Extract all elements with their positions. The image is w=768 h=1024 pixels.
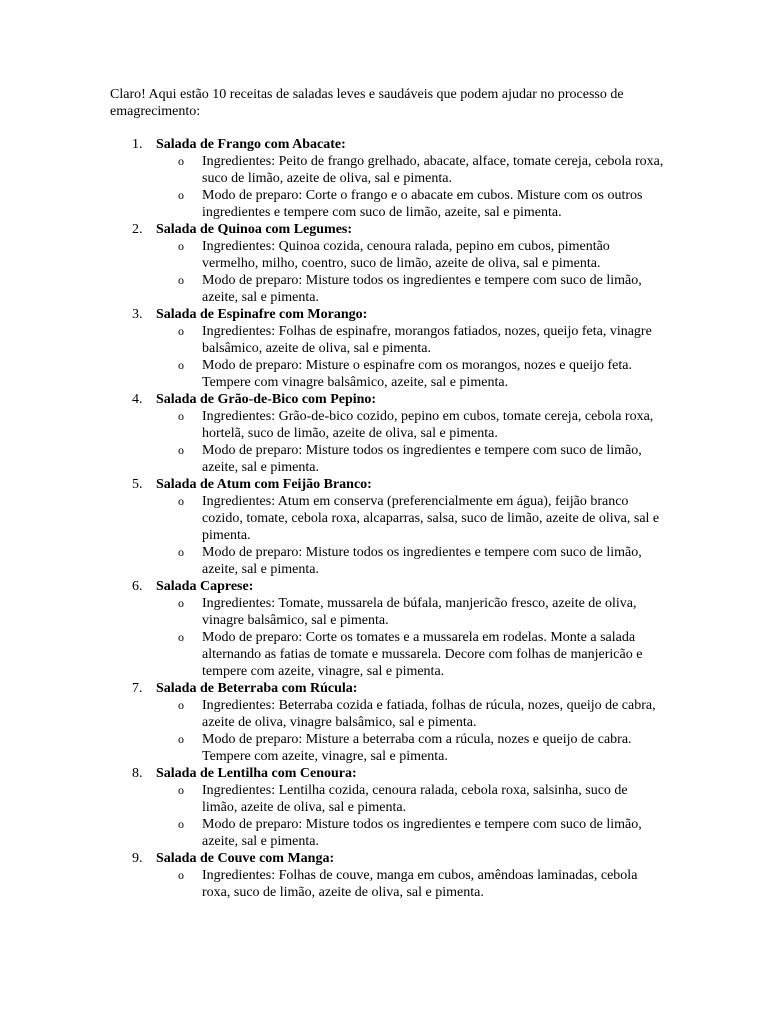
bullet-icon: o xyxy=(178,596,184,610)
method-text: Modo de preparo: Misture todos os ingredientes e tempere com suco de limão, azeite, sal e pimenta. xyxy=(202,817,642,849)
recipe-number: 3. xyxy=(132,307,143,322)
recipe-title: Salada de Quinoa com Legumes: xyxy=(156,222,353,237)
recipe-title: Salada de Beterraba com Rúcula: xyxy=(156,681,358,696)
method-text: Modo de preparo: Corte os tomates e a mussarela em rodelas. Monte a salada alternando as fatias de tomate e mussarela. Decore com folhas de manjericão e tempere com azeite, vinagre, sal e pimenta. xyxy=(202,630,643,679)
method-text: Modo de preparo: Misture o espinafre com os morangos, nozes e queijo feta. Tempere com vinagre balsâmico, azeite, sal e pimenta. xyxy=(202,358,632,390)
bullet-icon: o xyxy=(178,358,184,372)
recipe-details xyxy=(156,493,670,578)
ingredients-item xyxy=(156,153,664,187)
recipe-number: 9. xyxy=(132,851,143,866)
recipe-details xyxy=(156,323,670,391)
bullet-icon: o xyxy=(178,154,184,168)
method-item xyxy=(156,442,664,476)
method-text: Modo de preparo: Misture todos os ingredientes e tempere com suco de limão, azeite, sal e pimenta. xyxy=(202,273,642,305)
method-item xyxy=(156,816,664,850)
bullet-icon: o xyxy=(178,783,184,797)
method-text: Modo de preparo: Misture todos os ingredientes e tempere com suco de limão, azeite, sal e pimenta. xyxy=(202,443,642,475)
ingredients-text: Ingredientes: Peito de frango grelhado, abacate, alface, tomate cereja, cebola roxa, suco de limão, azeite de oliva, sal e pimenta. xyxy=(202,154,664,186)
method-text: Modo de preparo: Misture todos os ingredientes e tempere com suco de limão, azeite, sal e pimenta. xyxy=(202,545,642,577)
intro-paragraph: Claro! Aqui estão 10 receitas de saladas leves e saudáveis que podem ajudar no processo de emagrecimento: xyxy=(110,87,624,119)
recipe-details xyxy=(156,408,670,476)
method-item xyxy=(156,731,664,765)
bullet-icon: o xyxy=(178,324,184,338)
bullet-icon: o xyxy=(178,443,184,457)
method-text: Modo de preparo: Misture a beterraba com a rúcula, nozes e queijo de cabra. Tempere com azeite, vinagre, sal e pimenta. xyxy=(202,732,632,764)
recipe-number: 7. xyxy=(132,681,143,696)
recipe-details xyxy=(156,697,670,765)
recipe-item xyxy=(110,221,670,306)
method-item xyxy=(156,544,664,578)
recipe-item xyxy=(110,476,670,578)
ingredients-item xyxy=(156,493,664,544)
recipe-title: Salada de Espinafre com Morango: xyxy=(156,307,368,322)
method-item xyxy=(156,187,664,221)
method-text: Modo de preparo: Corte o frango e o abacate em cubos. Misture com os outros ingredientes e tempere com suco de limão, azeite, sal e pimenta. xyxy=(202,188,643,220)
bullet-icon: o xyxy=(178,545,184,559)
bullet-icon: o xyxy=(178,868,184,882)
recipe-item xyxy=(110,850,670,901)
ingredients-item xyxy=(156,238,664,272)
recipe-details xyxy=(156,867,670,901)
ingredients-item xyxy=(156,867,664,901)
ingredients-text: Ingredientes: Beterraba cozida e fatiada, folhas de rúcula, nozes, queijo de cabra, azeite de oliva, vinagre balsâmico, sal e pimenta. xyxy=(202,698,656,730)
ingredients-item xyxy=(156,697,664,731)
recipe-item xyxy=(110,136,670,221)
recipe-number: 1. xyxy=(132,137,143,152)
recipe-number: 4. xyxy=(132,392,143,407)
recipe-item xyxy=(110,680,670,765)
method-item xyxy=(156,357,664,391)
bullet-icon: o xyxy=(178,239,184,253)
recipe-details xyxy=(156,153,670,221)
recipe-title: Salada Caprese: xyxy=(156,579,254,594)
recipe-title: Salada de Grão-de-Bico com Pepino: xyxy=(156,392,377,407)
recipe-details xyxy=(156,782,670,850)
recipe-title: Salada de Frango com Abacate: xyxy=(156,137,346,152)
bullet-icon: o xyxy=(178,273,184,287)
bullet-icon: o xyxy=(178,630,184,644)
bullet-icon: o xyxy=(178,817,184,831)
recipe-details xyxy=(156,595,670,680)
ingredients-text: Ingredientes: Quinoa cozida, cenoura ralada, pepino em cubos, pimentão vermelho, milho, coentro, suco de limão, azeite de oliva, sal e pimenta. xyxy=(202,239,610,271)
recipe-list xyxy=(110,136,670,901)
recipe-number: 2. xyxy=(132,222,143,237)
ingredients-text: Ingredientes: Tomate, mussarela de búfala, manjericão fresco, azeite de oliva, vinagre balsâmico, sal e pimenta. xyxy=(202,596,637,628)
ingredients-text: Ingredientes: Folhas de couve, manga em cubos, amêndoas laminadas, cebola roxa, suco de limão, azeite de oliva, sal e pimenta. xyxy=(202,868,638,900)
recipe-item xyxy=(110,306,670,391)
bullet-icon: o xyxy=(178,188,184,202)
ingredients-item xyxy=(156,782,664,816)
recipe-number: 5. xyxy=(132,477,143,492)
recipe-item xyxy=(110,765,670,850)
recipe-title: Salada de Atum com Feijão Branco: xyxy=(156,477,372,492)
recipe-item xyxy=(110,578,670,680)
bullet-icon: o xyxy=(178,732,184,746)
recipe-details xyxy=(156,238,670,306)
recipe-item xyxy=(110,391,670,476)
bullet-icon: o xyxy=(178,409,184,423)
bullet-icon: o xyxy=(178,698,184,712)
ingredients-item xyxy=(156,595,664,629)
method-item xyxy=(156,629,664,680)
ingredients-item xyxy=(156,408,664,442)
method-item xyxy=(156,272,664,306)
recipe-title: Salada de Couve com Manga: xyxy=(156,851,335,866)
ingredients-item xyxy=(156,323,664,357)
bullet-icon: o xyxy=(178,494,184,508)
ingredients-text: Ingredientes: Lentilha cozida, cenoura ralada, cebola roxa, salsinha, suco de limão, azeite de oliva, sal e pimenta. xyxy=(202,783,628,815)
recipe-title: Salada de Lentilha com Cenoura: xyxy=(156,766,357,781)
recipe-number: 8. xyxy=(132,766,143,781)
ingredients-text: Ingredientes: Grão-de-bico cozido, pepino em cubos, tomate cereja, cebola roxa, hortelã, suco de limão, azeite de oliva, sal e pimenta. xyxy=(202,409,654,441)
ingredients-text: Ingredientes: Atum em conserva (preferencialmente em água), feijão branco cozido, tomate, cebola roxa, alcaparras, salsa, suco de limão, azeite de oliva, sal e pimenta. xyxy=(202,494,660,543)
recipe-number: 6. xyxy=(132,579,143,594)
ingredients-text: Ingredientes: Folhas de espinafre, morangos fatiados, nozes, queijo feta, vinagre balsâmico, azeite de oliva, sal e pimenta. xyxy=(202,324,652,356)
